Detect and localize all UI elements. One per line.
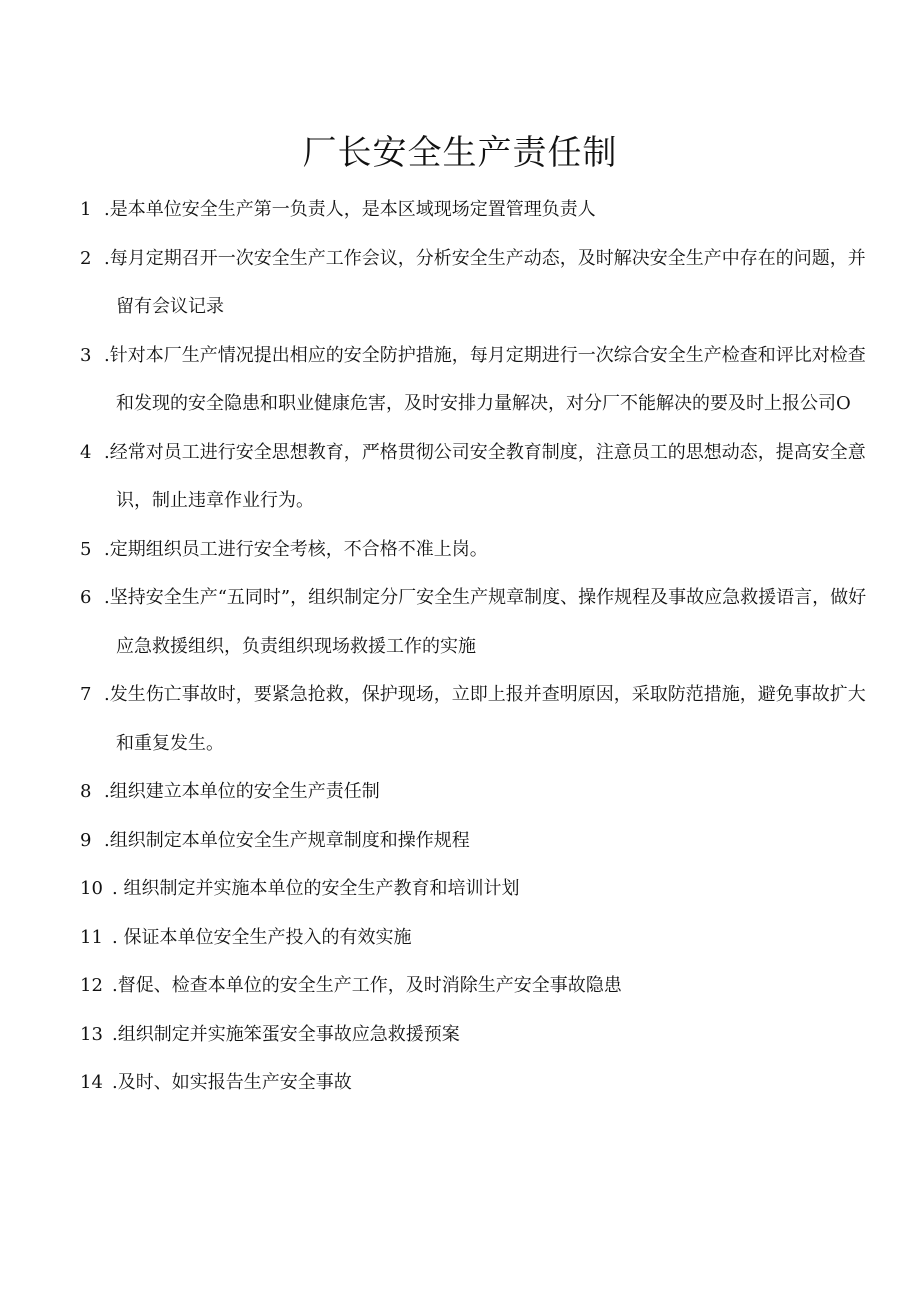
item-number: 5	[80, 538, 92, 560]
item-number: 14	[80, 1072, 103, 1093]
responsibility-list	[80, 186, 870, 1108]
item-text: .及时、如实报告生产安全事故	[112, 1072, 352, 1093]
item-text: .定期组织员工进行安全考核，不合格不准上岗。	[104, 538, 488, 560]
item-number: 6	[80, 587, 92, 608]
item-text: .发生伤亡事故时，要紧急抢救，保护现场，立即上报并查明原因，采取防范措施，避免事故扩大和重复发生。	[104, 684, 866, 754]
item-number: 1	[80, 199, 92, 220]
item-number: 2	[80, 247, 92, 269]
item-text: .是本单位安全生产第一负责人，是本区域现场定置管理负责人	[104, 199, 596, 220]
item-text: .坚持安全生产“五同时”，组织制定分厂安全生产规章制度、操作规程及事故应急救援语言，做好应急救援组织，负责组织现场救援工作的实施	[104, 587, 867, 657]
list-item	[80, 526, 870, 575]
item-text: .组织制定并实施笨蛋安全事故应急救援预案	[112, 1023, 460, 1045]
item-text: . 保证本单位安全生产投入的有效实施	[112, 926, 412, 948]
item-text: .督促、检查本单位的安全生产工作，及时消除生产安全事故隐患	[112, 975, 622, 996]
item-number: 9	[80, 829, 92, 851]
list-item	[80, 671, 870, 768]
list-item	[80, 914, 870, 963]
list-item	[80, 1011, 870, 1060]
item-number: 3	[80, 344, 92, 366]
item-number: 12	[80, 975, 103, 996]
list-item	[80, 186, 870, 235]
list-item	[80, 574, 870, 671]
document-title: 厂长安全生产责任制	[302, 132, 618, 173]
item-number: 13	[80, 1023, 103, 1045]
item-text: .组织建立本单位的安全生产责任制	[104, 781, 380, 802]
item-number: 10	[80, 878, 103, 899]
list-item	[80, 332, 870, 429]
item-text: .经常对员工进行安全思想教育，严格贯彻公司安全教育制度，注意员工的思想动态，提高安全意识，制止违章作业行为。	[104, 441, 866, 511]
item-text: .针对本厂生产情况提出相应的安全防护措施，每月定期进行一次综合安全生产检查和评比对检查和发现的安全隐患和职业健康危害，及时安排力量解决，对分厂不能解决的要及时上报公司O	[104, 344, 866, 414]
list-item	[80, 962, 870, 1011]
list-item	[80, 235, 870, 332]
item-number: 7	[80, 684, 92, 705]
item-number: 8	[80, 781, 92, 802]
list-item	[80, 865, 870, 914]
item-text: .组织制定本单位安全生产规章制度和操作规程	[104, 829, 470, 851]
item-number: 11	[80, 926, 103, 948]
item-text: .每月定期召开一次安全生产工作会议，分析安全生产动态，及时解决安全生产中存在的问题，并留有会议记录	[104, 247, 866, 317]
item-text: . 组织制定并实施本单位的安全生产教育和培训计划	[112, 878, 520, 899]
list-item	[80, 429, 870, 526]
item-number: 4	[80, 441, 92, 463]
list-item	[80, 1059, 870, 1108]
list-item	[80, 817, 870, 866]
list-item	[80, 768, 870, 817]
